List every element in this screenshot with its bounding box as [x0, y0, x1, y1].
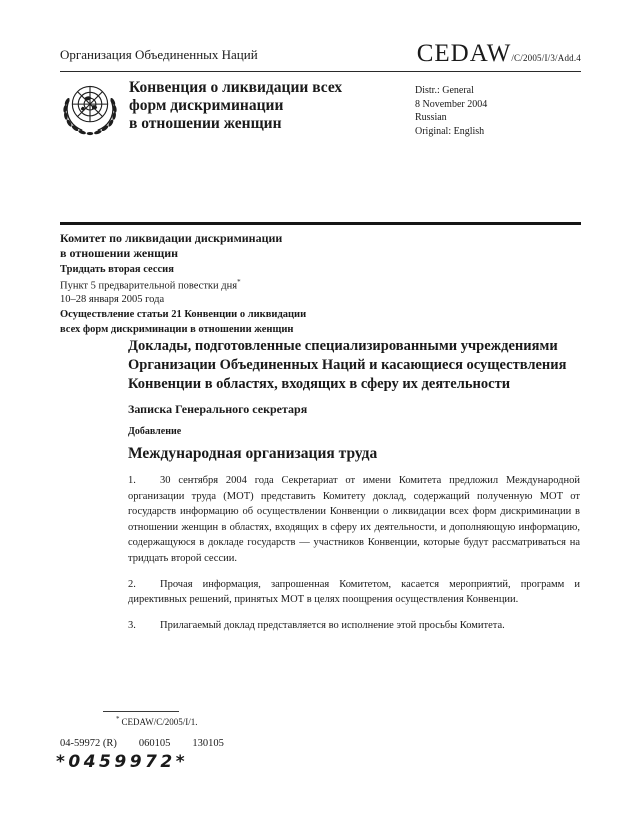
paragraph-2-number: 2. [128, 578, 136, 590]
header-rule [60, 71, 581, 72]
paragraph-3-text: Прилагаемый доклад представляется во исполнение этой просьбы Комитета. [160, 620, 505, 631]
doc-symbol [417, 40, 581, 68]
date-code-2: 130105 [192, 738, 224, 749]
paragraph-3-number: 3. [128, 620, 136, 631]
convention-title-line2: форм дискриминации [129, 97, 284, 114]
implementation-line2: всех форм дискриминации в отношении женщин [60, 324, 294, 335]
main-content [128, 337, 580, 644]
distr-original: Original: English [415, 125, 485, 137]
paragraph-3 [128, 618, 580, 634]
agenda-item: Пункт 5 предварительной повестки дня* [60, 278, 241, 292]
document-subtitle: Записка Генерального секретаря [128, 402, 308, 416]
committee-block [60, 231, 306, 337]
footnote-rule [103, 711, 179, 712]
job-number-line [60, 738, 224, 749]
footnote-mark: * [116, 715, 120, 723]
addendum-label: Добавление [128, 426, 182, 437]
implementation-line1: Осуществление статьи 21 Конвенции о ликвидации [60, 308, 307, 320]
distr-language: Russian [415, 112, 447, 123]
doc-symbol-suffix: /C/2005/I/3/Add.4 [511, 53, 581, 63]
footnote [116, 715, 198, 727]
un-emblem-icon [56, 78, 124, 147]
convention-title-line3: в отношении женщин [129, 115, 282, 132]
document-title: Доклады, подготовленные специализированными учреждениями Организации Объединенных Наций и касающиеся осуществления Конвенции в областях, входящих в сферу их деятельности [128, 338, 567, 392]
doc-symbol-main: CEDAW [416, 40, 512, 67]
committee-name-line2: в отношении женщин [60, 246, 179, 260]
paragraph-1-text: 30 сентября 2004 года Секретариат от имени Комитета предложил Международной организации труда (МОТ) представить Комитету доклад, содержащий полученную МОТ от государств информацию об осуществлении Конвенции о ликвидации всех форм дискриминации в отношении женщин в областях, входящих в сферу их деятельности, и дополняющую информацию, содержащуюся в докладе государств — участников Конвенции, которые будут рассматриваться на тридцать второй сессии. [128, 475, 580, 564]
agenda-footnote-mark: * [237, 278, 241, 286]
distr-type: Distr.: General [415, 85, 474, 96]
section-rule [60, 222, 581, 225]
convention-title-line1: Конвенция о ликвидации всех [129, 79, 343, 96]
distribution-block [415, 84, 487, 138]
section-heading: Международная организация труда [128, 445, 378, 462]
job-number: 04-59972 (R) [60, 738, 117, 749]
session-dates: 10–28 января 2005 года [60, 293, 165, 305]
org-name: Организация Объединенных Наций [60, 47, 258, 62]
distr-date: 8 November 2004 [415, 98, 488, 110]
convention-title [129, 79, 342, 133]
footnote-text: CEDAW/C/2005/I/1. [121, 717, 198, 727]
paragraph-2 [128, 577, 580, 608]
paragraph-1 [128, 473, 580, 566]
date-code-1: 060105 [138, 738, 171, 749]
paragraph-1-number: 1. [128, 475, 136, 486]
paragraph-2-text: Прочая информация, запрошенная Комитетом, касается мероприятий, программ и директивных решений, принятых МОТ в целях поощрения осуществления Конвенции. [128, 578, 580, 605]
barcode-text: *0459972* [56, 752, 189, 772]
session-label: Тридцать вторая сессия [60, 264, 174, 275]
committee-name-line1: Комитет по ликвидации дискриминации [60, 231, 283, 245]
